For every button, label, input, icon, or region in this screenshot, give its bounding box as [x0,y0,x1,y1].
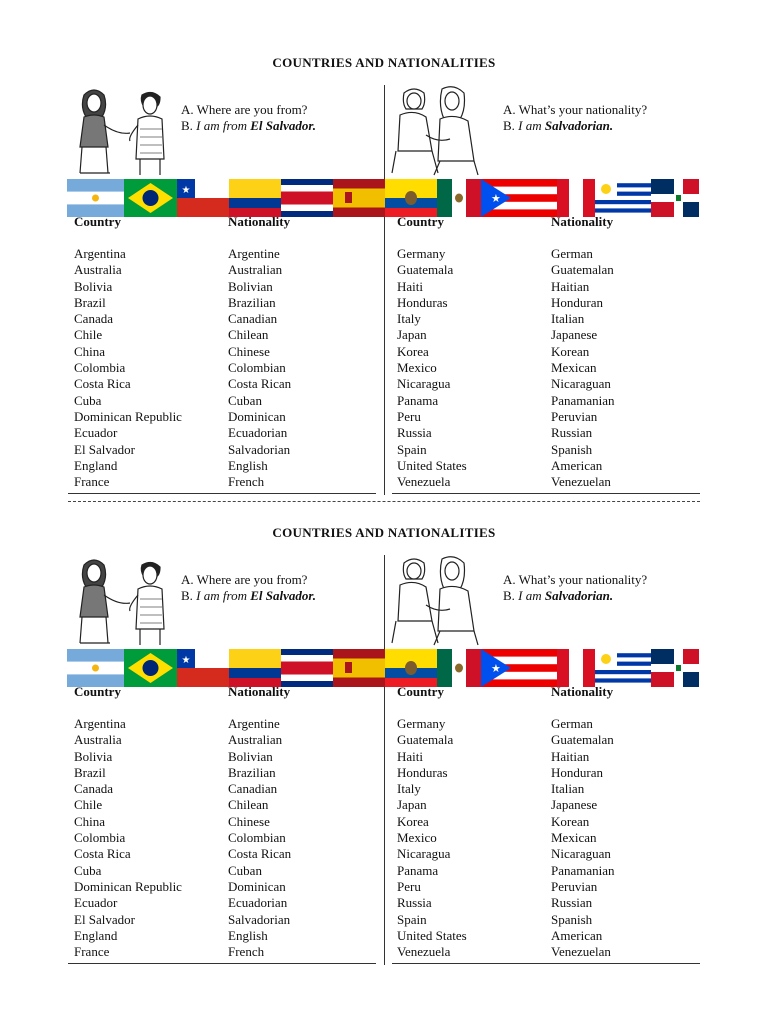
country-cell: Bolivia [74,278,113,294]
country-cell: Japan [397,797,427,813]
dialog-nationality [503,572,647,604]
nationality-cell: Colombian [228,360,286,376]
nationality-cell: Korean [551,343,590,359]
country-cell: Australia [74,732,122,748]
country-header-right: Country [397,684,444,699]
country-cell: Peru [397,878,421,894]
country-cell: United States [397,457,467,473]
bottom-rule-right [392,963,700,964]
argentina-flag [67,179,124,217]
country-cell: Argentina [74,716,126,731]
chile-flag [177,179,229,217]
dialog-where-from [181,102,316,134]
country-cell: Nicaragua [397,846,451,862]
nationality-cell: English [228,457,268,473]
left-country-list [74,716,182,960]
uruguay-flag [595,649,651,687]
country-cell: Russia [397,425,432,441]
right-country-list [397,716,467,960]
country-cell: Bolivia [74,748,113,764]
right-nationality-list [551,246,615,490]
nationality-header-right: Nationality [551,684,614,699]
nationality-cell: Russian [551,895,593,911]
worksheet-title: COUNTRIES AND NATIONALITIES [272,55,496,70]
nationality-cell: Mexican [551,830,597,846]
country-cell: Italy [397,781,421,797]
nationality-cell: American [551,457,603,473]
nationality-cell: Japanese [551,797,598,813]
country-cell: Italy [397,311,421,327]
country-cell: China [74,813,106,829]
country-cell: Haiti [397,748,423,764]
answer-line: B. I am from El Salvador. [181,588,316,603]
nationality-cell: American [551,927,603,943]
mexico-flag [437,649,481,687]
left-nationality-list [228,246,291,490]
nationality-cell: Chilean [228,797,269,813]
nationality-cell: Spanish [551,441,593,457]
two-people-talking-illustration [66,555,170,647]
nationality-cell: Bolivian [228,748,273,764]
colombia-flag [229,649,281,687]
nationality-cell: Canadian [228,781,278,797]
colombia-flag [229,179,281,217]
dominican-republic-flag [651,179,699,217]
puerto-rico-flag [481,649,557,687]
nationality-cell: Honduran [551,294,603,310]
nationality-header-left: Nationality [228,684,291,699]
nationality-header-left: Nationality [228,214,291,229]
left-country-list [74,246,182,490]
worksheet-title: COUNTRIES AND NATIONALITIES [272,525,496,540]
nationality-cell: Honduran [551,764,603,780]
left-nationality-list [228,716,291,960]
nationality-cell: German [551,716,593,731]
answer-line: B. I am Salvadorian. [503,118,614,133]
country-cell: Australia [74,262,122,278]
country-cell: Honduras [397,764,448,780]
country-cell: Colombia [74,360,126,376]
nationality-cell: Colombian [228,830,286,846]
country-cell: Panama [397,392,439,408]
country-cell: Russia [397,895,432,911]
right-country-list [397,246,467,490]
country-header-left: Country [74,684,121,699]
country-cell: Ecuador [74,895,118,911]
country-cell: Venezuela [397,944,451,960]
brazil-flag [124,649,177,687]
svg-text:★: ★ [491,193,501,205]
nationality-cell: Cuban [228,862,262,878]
nationality-cell: English [228,927,268,943]
peru-flag [557,179,595,217]
country-cell: Korea [397,343,429,359]
nationality-cell: Nicaraguan [551,376,611,392]
answer-line: B. I am Salvadorian. [503,588,614,603]
mexico-flag [437,179,481,217]
country-cell: Costa Rica [74,846,131,862]
nationality-cell: Panamanian [551,392,615,408]
nationality-cell: Costa Rican [228,376,292,392]
costa-rica-flag [281,179,333,217]
country-cell: Dominican Republic [74,878,182,894]
country-cell: Mexico [397,830,437,846]
nationality-cell: Salvadorian [228,441,291,457]
nationality-cell: Salvadorian [228,911,291,927]
ecuador-flag [385,649,437,687]
country-cell: Venezuela [397,474,451,490]
country-cell: Spain [397,911,427,927]
country-cell: Mexico [397,360,437,376]
puerto-rico-flag [481,179,557,217]
nationality-cell: Cuban [228,392,262,408]
nationality-cell: Spanish [551,911,593,927]
nationality-cell: Australian [228,732,283,748]
nationality-cell: Bolivian [228,278,273,294]
bottom-rule-left [68,963,376,964]
country-cell: Chile [74,327,103,343]
spain-flag [333,179,385,217]
worksheet-bottom [0,515,768,985]
nationality-cell: Russian [551,425,593,441]
dominican-republic-flag [651,649,699,687]
nationality-cell: Dominican [228,408,286,424]
country-cell: Costa Rica [74,376,131,392]
country-cell: France [74,474,110,490]
country-cell: Honduras [397,294,448,310]
two-women-illustration [390,555,494,647]
svg-text:★: ★ [181,185,191,196]
peru-flag [557,649,595,687]
country-cell: United States [397,927,467,943]
dialog-where-from [181,572,316,604]
country-cell: England [74,927,118,943]
flag-strip [67,179,699,217]
country-cell: Argentina [74,246,126,261]
brazil-flag [124,179,177,217]
nationality-cell: Guatemalan [551,262,614,278]
country-cell: El Salvador [74,911,136,927]
ecuador-flag [385,179,437,217]
nationality-cell: Costa Rican [228,846,292,862]
nationality-cell: Peruvian [551,408,598,424]
country-cell: Korea [397,813,429,829]
nationality-cell: Peruvian [551,878,598,894]
nationality-cell: Canadian [228,311,278,327]
spain-flag [333,649,385,687]
nationality-cell: Panamanian [551,862,615,878]
country-cell: Nicaragua [397,376,451,392]
country-cell: Haiti [397,278,423,294]
svg-text:★: ★ [491,663,501,675]
nationality-cell: French [228,944,265,960]
column-divider [384,555,385,965]
country-cell: Brazil [74,764,106,780]
nationality-cell: Chinese [228,343,270,359]
nationality-cell: Venezuelan [551,944,611,960]
costa-rica-flag [281,649,333,687]
nationality-cell: Korean [551,813,590,829]
column-divider [384,85,385,495]
nationality-cell: Haitian [551,278,590,294]
country-cell: Panama [397,862,439,878]
worksheet-top [0,45,768,515]
nationality-cell: Argentine [228,716,280,731]
nationality-cell: Australian [228,262,283,278]
country-cell: England [74,457,118,473]
country-cell: Canada [74,781,113,797]
dialog-nationality [503,102,647,134]
uruguay-flag [595,179,651,217]
country-cell: Canada [74,311,113,327]
nationality-cell: Haitian [551,748,590,764]
question-line: A. Where are you from? [181,102,308,117]
country-cell: Ecuador [74,425,118,441]
country-cell: Germany [397,246,446,261]
country-cell: China [74,343,106,359]
nationality-cell: Brazilian [228,764,276,780]
cut-line [68,501,700,502]
nationality-cell: Chilean [228,327,269,343]
nationality-cell: Guatemalan [551,732,614,748]
bottom-rule-right [392,493,700,494]
country-cell: Cuba [74,862,102,878]
country-cell: Peru [397,408,421,424]
nationality-cell: Venezuelan [551,474,611,490]
nationality-cell: Chinese [228,813,270,829]
nationality-cell: Ecuadorian [228,425,288,441]
nationality-cell: German [551,246,593,261]
question-line: A. Where are you from? [181,572,308,587]
country-cell: Japan [397,327,427,343]
nationality-cell: Italian [551,781,585,797]
country-cell: Dominican Republic [74,408,182,424]
flag-strip [67,649,699,687]
country-cell: France [74,944,110,960]
country-cell: Cuba [74,392,102,408]
question-line: A. What’s your nationality? [503,572,648,587]
answer-line: B. I am from El Salvador. [181,118,316,133]
svg-text:★: ★ [181,655,191,666]
country-cell: Spain [397,441,427,457]
nationality-cell: Nicaraguan [551,846,611,862]
country-cell: El Salvador [74,441,136,457]
country-cell: Brazil [74,294,106,310]
nationality-cell: Ecuadorian [228,895,288,911]
country-cell: Guatemala [397,732,454,748]
nationality-cell: French [228,474,265,490]
country-cell: Colombia [74,830,126,846]
nationality-header-right: Nationality [551,214,614,229]
nationality-cell: Argentine [228,246,280,261]
two-women-illustration [390,85,494,177]
argentina-flag [67,649,124,687]
nationality-cell: Japanese [551,327,598,343]
country-header-left: Country [74,214,121,229]
country-cell: Guatemala [397,262,454,278]
chile-flag [177,649,229,687]
right-nationality-list [551,716,615,960]
nationality-cell: Dominican [228,878,286,894]
nationality-cell: Italian [551,311,585,327]
nationality-cell: Brazilian [228,294,276,310]
nationality-cell: Mexican [551,360,597,376]
country-cell: Chile [74,797,103,813]
bottom-rule-left [68,493,376,494]
country-cell: Germany [397,716,446,731]
country-header-right: Country [397,214,444,229]
question-line: A. What’s your nationality? [503,102,648,117]
two-people-talking-illustration [66,85,170,177]
